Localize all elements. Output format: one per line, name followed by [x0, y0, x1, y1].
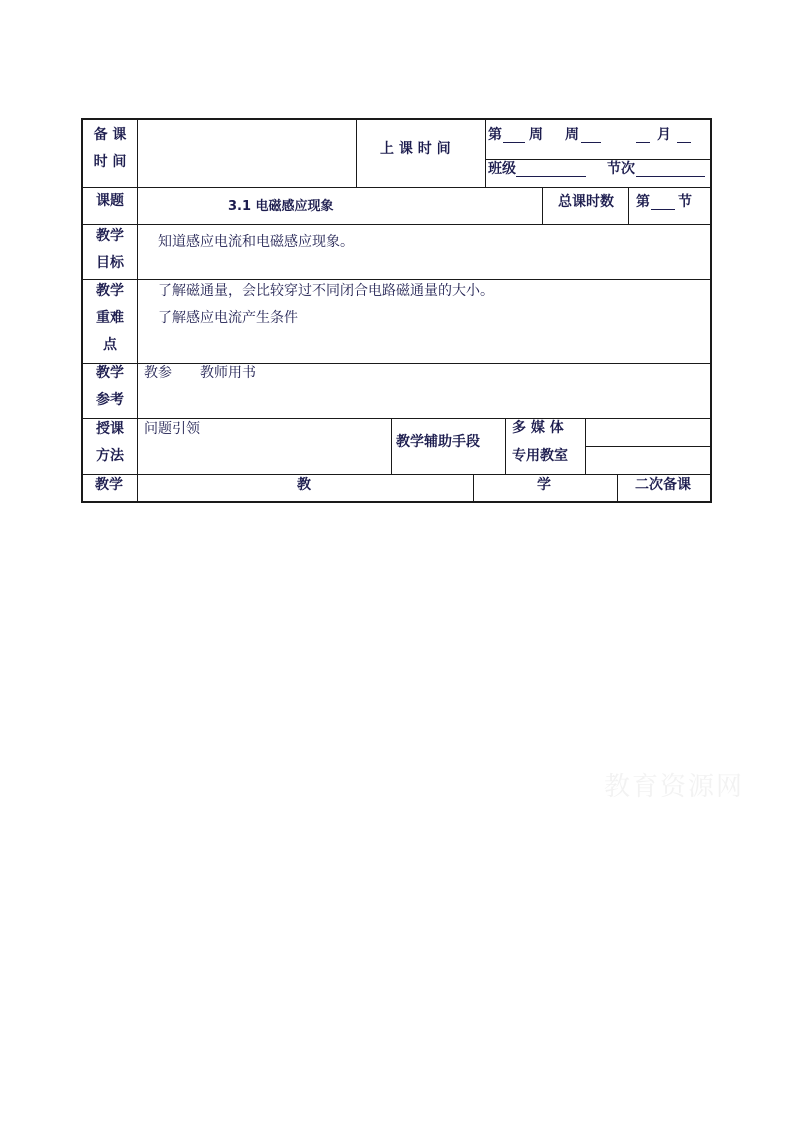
section-number-blank[interactable] [651, 195, 675, 210]
weekday-label: 周 [565, 127, 579, 143]
class-label: 班级 [488, 161, 516, 177]
classroom-label: 专用教室 [512, 448, 568, 464]
week-number-blank[interactable] [503, 128, 525, 143]
weekday-blank[interactable] [581, 128, 601, 143]
section-prefix: 第 [636, 194, 650, 210]
method-text: 问题引领 [144, 421, 200, 437]
column-divider [505, 418, 506, 474]
week-prefix: 第 [488, 127, 502, 143]
row-divider [83, 418, 710, 419]
column-divider [356, 120, 357, 187]
row-divider [585, 446, 710, 447]
row-divider [83, 279, 710, 280]
day-blank[interactable] [677, 128, 691, 143]
key-points-label: 教学 重难 点 [96, 283, 124, 353]
lesson-title: 3.1 电磁感应现象 [228, 199, 334, 214]
column-divider [137, 120, 138, 501]
objective-text: 知道感应电流和电磁感应现象。 [158, 234, 354, 250]
class-time-label: 上 课 时 间 [380, 141, 451, 157]
reference-label: 教学 参考 [96, 365, 124, 408]
key-point-2: 了解感应电流产生条件 [158, 310, 298, 326]
reference-b: 教师用书 [200, 365, 256, 381]
column-divider [617, 474, 618, 501]
column-divider [628, 187, 629, 224]
objective-label: 教学 目标 [96, 228, 124, 271]
column-divider [485, 120, 486, 187]
column-divider [391, 418, 392, 474]
row-divider [83, 363, 710, 364]
row-divider [485, 159, 710, 160]
month-label: 月 [657, 127, 671, 143]
reference-a: 教参 [144, 365, 172, 381]
row-divider [83, 224, 710, 225]
column-divider [542, 187, 543, 224]
watermark: 教育资源网 [604, 772, 745, 802]
row-divider [83, 474, 710, 475]
method-label: 授课 方法 [96, 421, 124, 464]
column-divider [473, 474, 474, 501]
prep-time-label: 备 课 时 间 [93, 127, 127, 170]
class-blank[interactable] [516, 162, 586, 177]
column-divider [585, 418, 586, 474]
total-hours-label: 总课时数 [558, 194, 614, 210]
multimedia-label: 多 媒 体 [512, 420, 564, 436]
process-label: 教学 [95, 477, 123, 493]
learning-column-header: 学 [537, 477, 551, 493]
key-point-1: 了解磁通量，会比较穿过不同闭合电路磁通量的大小。 [158, 283, 494, 299]
section-suffix: 节 [678, 194, 692, 210]
teaching-aids-label: 教学辅助手段 [396, 434, 480, 450]
second-prep-header: 二次备课 [635, 477, 691, 493]
week-label: 周 [529, 127, 543, 143]
period-label: 节次 [607, 161, 635, 177]
row-divider [83, 187, 710, 188]
teaching-column-header: 教 [297, 477, 311, 493]
period-blank[interactable] [636, 162, 705, 177]
topic-label: 课题 [96, 193, 124, 209]
month-blank[interactable] [636, 128, 650, 143]
